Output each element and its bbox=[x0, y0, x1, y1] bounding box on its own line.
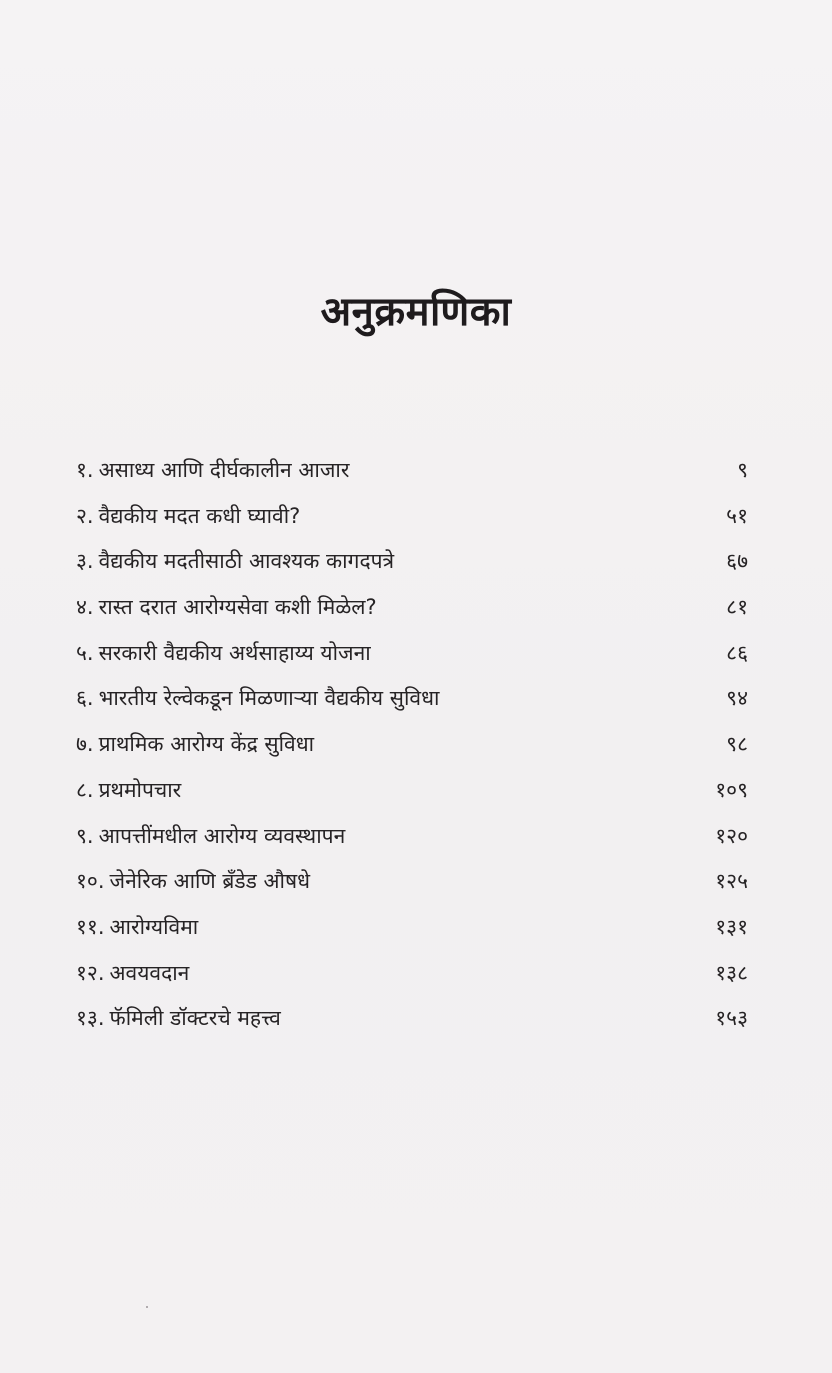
toc-row bbox=[76, 494, 748, 540]
toc-page-number: ८६ bbox=[726, 640, 748, 665]
toc-number: १२. bbox=[76, 960, 105, 985]
toc-number: ९. bbox=[76, 823, 94, 848]
page-title: अनुक्रमणिका bbox=[320, 289, 512, 335]
toc-label: भारतीय रेल्वेकडून मिळणाऱ्या वैद्यकीय सुविधा bbox=[98, 686, 440, 711]
toc-row bbox=[76, 951, 748, 997]
toc-page-number: १०९ bbox=[715, 777, 748, 802]
toc-entry bbox=[76, 814, 345, 860]
toc-label: फॅमिली डॉक्टरचे महत्त्व bbox=[109, 1006, 281, 1031]
toc-row bbox=[76, 722, 748, 768]
toc-entry bbox=[76, 448, 349, 494]
toc-number: १०. bbox=[76, 869, 105, 894]
toc-number: ६. bbox=[76, 686, 94, 711]
toc-row bbox=[76, 631, 748, 677]
toc-label: आपत्तींमधील आरोग्य व्यवस्थापन bbox=[98, 823, 346, 848]
table-of-contents bbox=[76, 448, 748, 1042]
toc-number: ७. bbox=[76, 732, 94, 757]
toc-label: रास्त दरात आरोग्यसेवा कशी मिळेल? bbox=[98, 595, 377, 620]
toc-row bbox=[76, 859, 748, 905]
toc-row bbox=[76, 814, 748, 860]
toc-entry bbox=[76, 859, 310, 905]
toc-page-number: १२० bbox=[715, 823, 748, 848]
toc-row bbox=[76, 539, 748, 585]
toc-page-number: ८१ bbox=[726, 595, 748, 620]
toc-row bbox=[76, 676, 748, 722]
toc-number: ५. bbox=[76, 640, 94, 665]
toc-number: ४. bbox=[76, 595, 94, 620]
toc-row bbox=[76, 768, 748, 814]
toc-row bbox=[76, 996, 748, 1042]
toc-entry bbox=[76, 539, 394, 585]
toc-entry bbox=[76, 905, 198, 951]
toc-entry bbox=[76, 722, 314, 768]
toc-page-number: ६७ bbox=[726, 549, 748, 574]
toc-page-number: ९४ bbox=[726, 686, 748, 711]
paper-speck bbox=[146, 1306, 148, 1308]
toc-entry bbox=[76, 996, 281, 1042]
toc-page-number: ९ bbox=[737, 458, 748, 482]
toc-entry bbox=[76, 631, 371, 677]
toc-page-number: ९८ bbox=[726, 732, 748, 757]
toc-row bbox=[76, 905, 748, 951]
toc-label: आरोग्यविमा bbox=[109, 914, 199, 939]
toc-number: ८. bbox=[76, 777, 94, 802]
toc-number: ३. bbox=[76, 549, 94, 574]
toc-number: १. bbox=[76, 458, 94, 482]
toc-page-number: १२५ bbox=[715, 869, 748, 894]
toc-label: असाध्य आणि दीर्घकालीन आजार bbox=[98, 458, 350, 482]
toc-page-number: ५१ bbox=[726, 503, 748, 528]
toc-entry bbox=[76, 676, 439, 722]
toc-label: प्राथमिक आरोग्य केंद्र सुविधा bbox=[98, 732, 315, 757]
toc-entry bbox=[76, 951, 189, 997]
toc-page-number: १३१ bbox=[715, 914, 748, 939]
toc-label: वैद्यकीय मदतीसाठी आवश्यक कागदपत्रे bbox=[98, 549, 395, 574]
toc-label: सरकारी वैद्यकीय अर्थसाहाय्य योजना bbox=[98, 640, 371, 665]
toc-row bbox=[76, 585, 748, 631]
toc-label: वैद्यकीय मदत कधी घ्यावी? bbox=[98, 503, 301, 528]
toc-label: जेनेरिक आणि ब्रँडेड औषधे bbox=[109, 869, 311, 894]
toc-entry bbox=[76, 494, 300, 540]
toc-number: २. bbox=[76, 503, 94, 528]
toc-entry bbox=[76, 768, 181, 814]
toc-page-number: १३८ bbox=[715, 960, 748, 985]
toc-number: १३. bbox=[76, 1006, 105, 1031]
toc-page-number: १५३ bbox=[715, 1006, 748, 1031]
toc-row bbox=[76, 448, 748, 494]
toc-label: प्रथमोपचार bbox=[98, 777, 182, 802]
toc-entry bbox=[76, 585, 377, 631]
toc-number: ११. bbox=[76, 914, 105, 939]
toc-label: अवयवदान bbox=[109, 960, 190, 985]
